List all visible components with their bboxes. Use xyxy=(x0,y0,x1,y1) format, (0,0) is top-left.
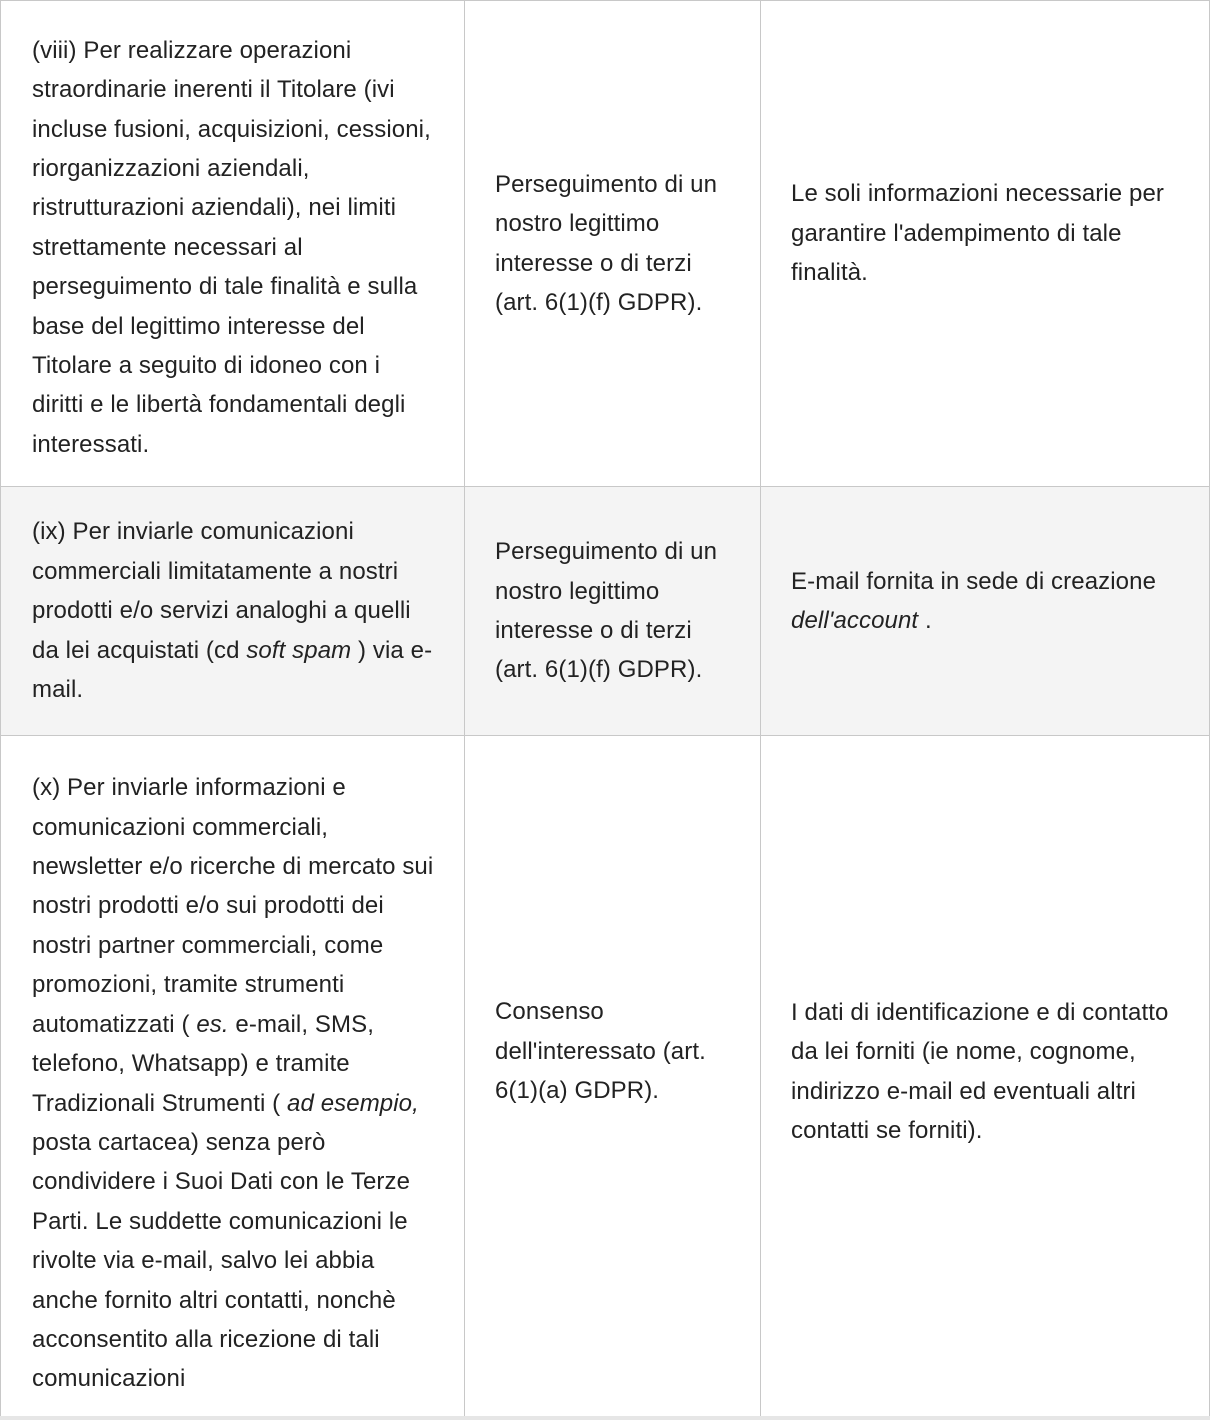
purpose-text-end: ) via e-mail. xyxy=(32,636,433,704)
table-row xyxy=(1,1,1210,487)
purpose-text: (ix) Per inviarle comunicazioni commerciali limitatamente a nostri prodotti e/o servizi analoghi a quelli da lei acquistati (cd xyxy=(32,518,411,664)
data-categories-text: Le soli informazioni necessarie per garantire l'adempimento di tale finalità. xyxy=(791,180,1165,287)
purpose-cell xyxy=(1,487,465,736)
purpose-cell xyxy=(1,1,465,487)
bottom-divider xyxy=(0,1416,1210,1420)
purpose-emphasis: soft spam xyxy=(246,636,352,664)
legal-basis-cell xyxy=(465,1,761,487)
purpose-text-end: posta cartacea) senza però condividere i Suoi Dati con le Terze Parti. Le suddette comunicazioni le rivolte via e-mail, salvo lei abbia anche fornito altri contatti, nonchè acconsentito alla ricezione di tali comunicazioni xyxy=(32,1128,411,1393)
legal-basis-cell xyxy=(465,736,761,1420)
legal-basis-cell xyxy=(465,487,761,736)
purpose-emphasis: es. xyxy=(196,1010,229,1038)
purpose-text: (x) Per inviarle informazioni e comunicazioni commerciali, newsletter e/o ricerche di mercato sui nostri prodotti e/o sui prodotti dei nostri partner commerciali, come promozioni, tramite strumenti automatizzati ( xyxy=(32,774,434,1038)
purpose-text-middle: e-mail, SMS, telefono, Whatsapp) e tramite Tradizionali Strumenti ( xyxy=(32,1010,374,1117)
purpose-cell xyxy=(1,736,465,1420)
data-categories-emphasis: dell'account xyxy=(791,607,919,634)
purpose-text: (viii) Per realizzare operazioni straordinarie inerenti il Titolare (ivi incluse fusioni, acquisizioni, cessioni, riorganizzazioni aziendali, ristrutturazioni aziendali), nei limiti strettamente necessari al perseguimento di tale finalità e sulla base del legittimo interesse del Titolare a seguito di idoneo con i diritti e le libertà fondamentali degli interessati. xyxy=(32,36,431,458)
data-categories-cell xyxy=(761,487,1210,736)
data-categories-cell xyxy=(761,736,1210,1420)
data-categories-text: I dati di identificazione e di contatto da lei forniti (ie nome, cognome, indirizzo e-mail ed eventuali altri contatti se forniti). xyxy=(791,998,1169,1144)
legal-basis-text: Perseguimento di un nostro legittimo interesse o di terzi (art. 6(1)(f) GDPR). xyxy=(495,538,718,684)
legal-basis-text: Consenso dell'interessato (art. 6(1)(a) GDPR). xyxy=(495,998,706,1105)
table-row xyxy=(1,487,1210,736)
table-row xyxy=(1,736,1210,1420)
purpose-emphasis: ad esempio, xyxy=(287,1089,419,1117)
data-categories-text: E-mail fornita in sede di creazione xyxy=(791,567,1157,595)
data-categories-cell xyxy=(761,1,1210,487)
data-categories-text-end: . xyxy=(918,607,932,634)
legal-basis-text: Perseguimento di un nostro legittimo interesse o di terzi (art. 6(1)(f) GDPR). xyxy=(495,170,718,316)
